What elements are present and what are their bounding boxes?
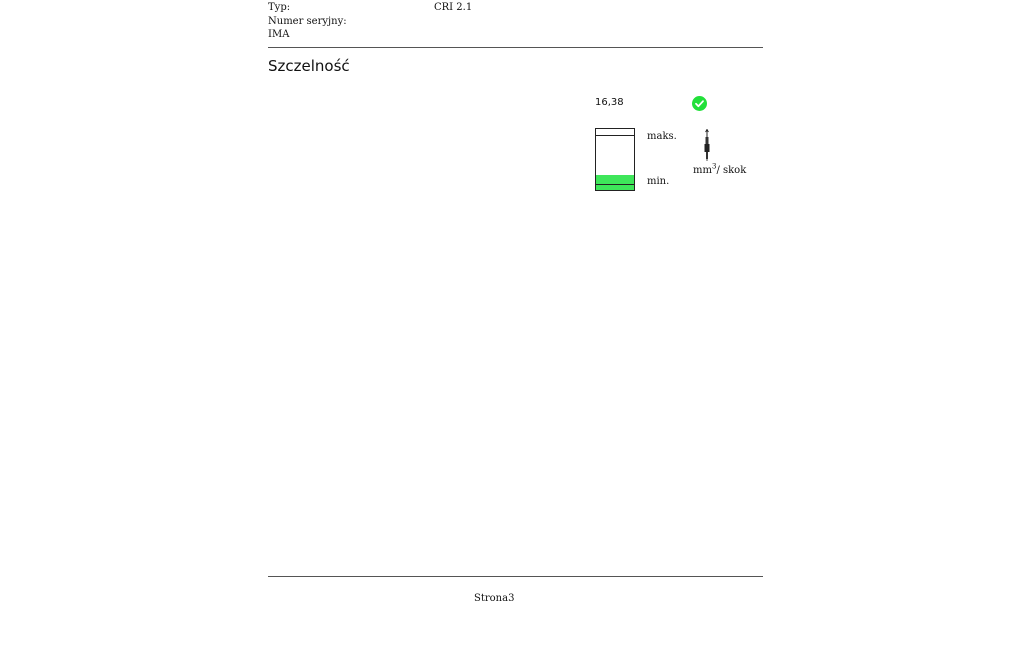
type-value: CRI 2.1 (434, 2, 473, 13)
measurement-value: 16,38 (595, 97, 624, 108)
type-label: Typ: (268, 2, 291, 13)
gauge-min-label: min. (647, 176, 670, 187)
unit-suffix: / skok (716, 165, 747, 176)
header-divider (268, 47, 763, 48)
unit-exponent: 3 (711, 162, 717, 171)
gauge-max-label: maks. (647, 131, 677, 142)
serial-number-label: Numer seryjny: (268, 16, 347, 27)
footer-divider (268, 576, 763, 577)
gauge-max-line (596, 135, 634, 136)
ima-label: IMA (268, 29, 290, 40)
tightness-gauge (595, 128, 635, 191)
page-number: Strona3 (474, 593, 515, 604)
gauge-fill (596, 175, 634, 190)
check-circle-icon (692, 96, 707, 111)
section-title: Szczelność (268, 57, 350, 75)
unit-label (693, 162, 747, 177)
injector-icon (702, 129, 712, 161)
gauge-min-line (596, 184, 634, 185)
unit-base: mm (693, 165, 712, 176)
